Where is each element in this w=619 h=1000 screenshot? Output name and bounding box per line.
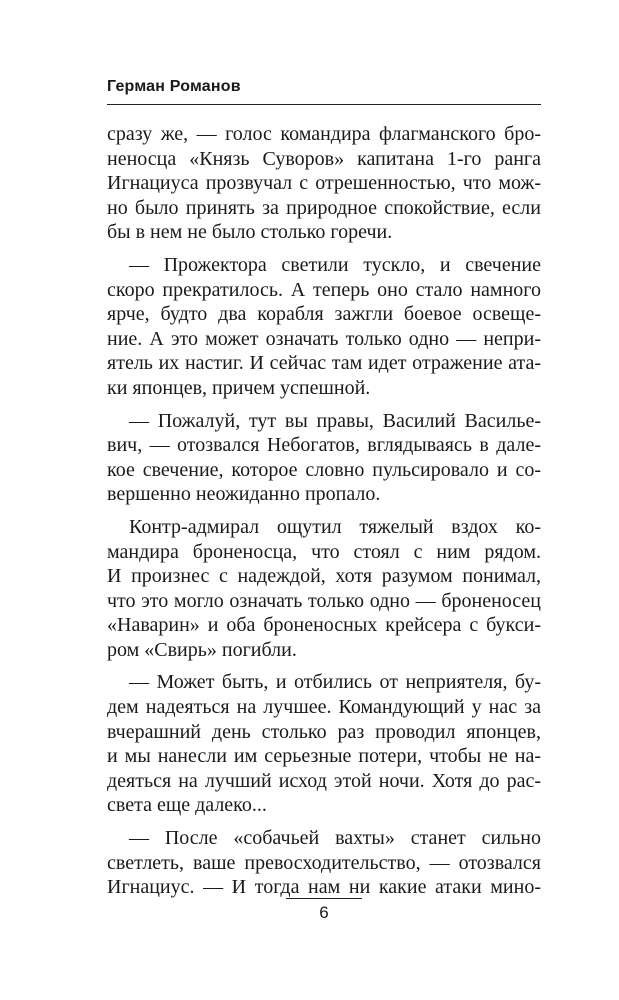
text-line: что это могло означать только одно — броненосец [107, 589, 541, 612]
text-line: скоро прекратилось. А теперь оно стало намного [107, 278, 541, 301]
page-number: 6 [319, 903, 329, 922]
text-line: ки японцев, причем успешной. [107, 376, 371, 399]
paragraph [107, 670, 541, 818]
text-line: но было принять за природное спокойствие, если [107, 196, 541, 219]
text-line: вич, — отозвался Небогатов, вглядываясь в дале- [107, 434, 541, 457]
text-line: деяться на лучший исход этой ночи. Хотя до рас- [107, 769, 541, 792]
text-line: кое свечение, которое словно пульсировало и со- [107, 458, 541, 481]
text-line: вчерашний день столько раз проводил японцев, [107, 720, 541, 743]
paragraph [107, 515, 541, 663]
paragraph [107, 409, 541, 507]
text-line: — Прожектора светили тускло, и свечение [129, 253, 541, 276]
text-line: светлеть, ваше превосходительство, — отозвался [107, 851, 541, 874]
text-line: сразу же, — голос командира флагманского бро- [107, 123, 541, 145]
text-line: и мы нанесли им серьезные потери, чтобы не на- [107, 745, 541, 768]
text-line: — После «собачьей вахты» станет сильно [129, 827, 541, 850]
body-text [107, 122, 541, 900]
footer-rule [286, 898, 362, 899]
text-line: Игнациус. — И тогда нам ни какие атаки мино- [107, 876, 541, 899]
text-line: ние. А это может означать только одно — непри- [107, 327, 541, 350]
text-line: мандира броненосца, что стоял с ним рядом. [107, 540, 541, 563]
paragraph [107, 826, 541, 900]
text-line: ром «Свирь» погибли. [107, 638, 297, 661]
paragraph [107, 122, 541, 245]
text-line: дем надеяться на лучшее. Командующий у нас за [107, 696, 541, 719]
text-line: бы в нем не было столько горечи. [107, 221, 393, 244]
paragraph [107, 253, 541, 401]
text-line: И произнес с надеждой, хотя разумом понимал, [107, 565, 541, 588]
text-line: Контр-адмирал ощутил тяжелый вздох ко- [129, 515, 541, 538]
text-line: света еще далеко... [107, 794, 267, 817]
text-line: «Наварин» и оба броненосных крейсера с букси- [107, 614, 541, 637]
author-name: Герман Романов [107, 78, 241, 95]
text-line: — Может быть, и отбились от неприятеля, бу- [129, 671, 541, 694]
text-line: — Пожалуй, тут вы правы, Василий Василье- [129, 409, 541, 432]
text-line: Игнациуса прозвучал с отрешенностью, что мож- [107, 172, 541, 195]
text-line: ятель их настиг. И сейчас там идет отражение ата- [107, 352, 541, 375]
running-header [107, 74, 541, 105]
text-line: ярче, будто два корабля зажгли боевое освеще- [107, 303, 541, 326]
text-line: вершенно неожиданно пропало. [107, 483, 381, 506]
text-line: неносца «Князь Суворов» капитана 1-го ранга [107, 147, 541, 170]
